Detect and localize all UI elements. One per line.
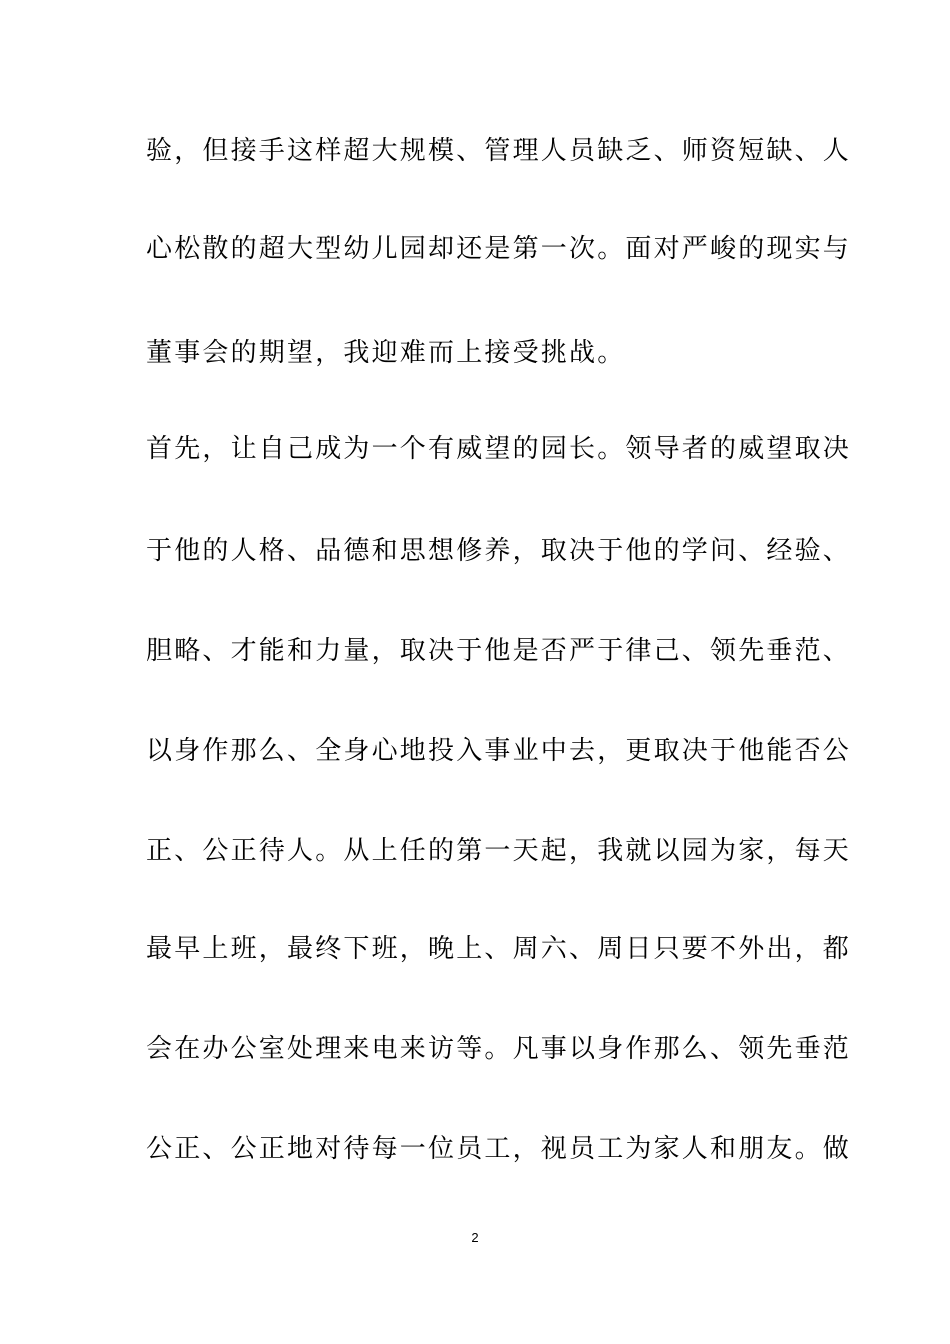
body-text-line: 胆略、才能和力量，取决于他是否严于律己、领先垂范、 bbox=[146, 636, 852, 666]
body-text-line: 最早上班，最终下班，晚上、周六、周日只要不外出，都 bbox=[146, 934, 852, 964]
body-text-line: 公正、公正地对待每一位员工，视员工为家人和朋友。做 bbox=[146, 1134, 852, 1164]
body-text-line: 于他的人格、品德和思想修养，取决于他的学问、经验、 bbox=[146, 536, 852, 566]
body-text-line: 以身作那么、全身心地投入事业中去，更取决于他能否公 bbox=[146, 736, 852, 766]
body-text-line: 心松散的超大型幼儿园却还是第一次。面对严峻的现实与 bbox=[146, 234, 852, 264]
body-text-line: 董事会的期望，我迎难而上接受挑战。 bbox=[146, 338, 626, 368]
body-text-line: 正、公正待人。从上任的第一天起，我就以园为家，每天 bbox=[146, 836, 852, 866]
page-number: 2 bbox=[471, 1230, 479, 1245]
body-text-line: 验，但接手这样超大规模、管理人员缺乏、师资短缺、人 bbox=[146, 136, 852, 166]
body-text-line: 首先，让自己成为一个有威望的园长。领导者的威望取决 bbox=[146, 434, 852, 464]
body-text-line: 会在办公室处理来电来访等。凡事以身作那么、领先垂范 bbox=[146, 1034, 852, 1064]
